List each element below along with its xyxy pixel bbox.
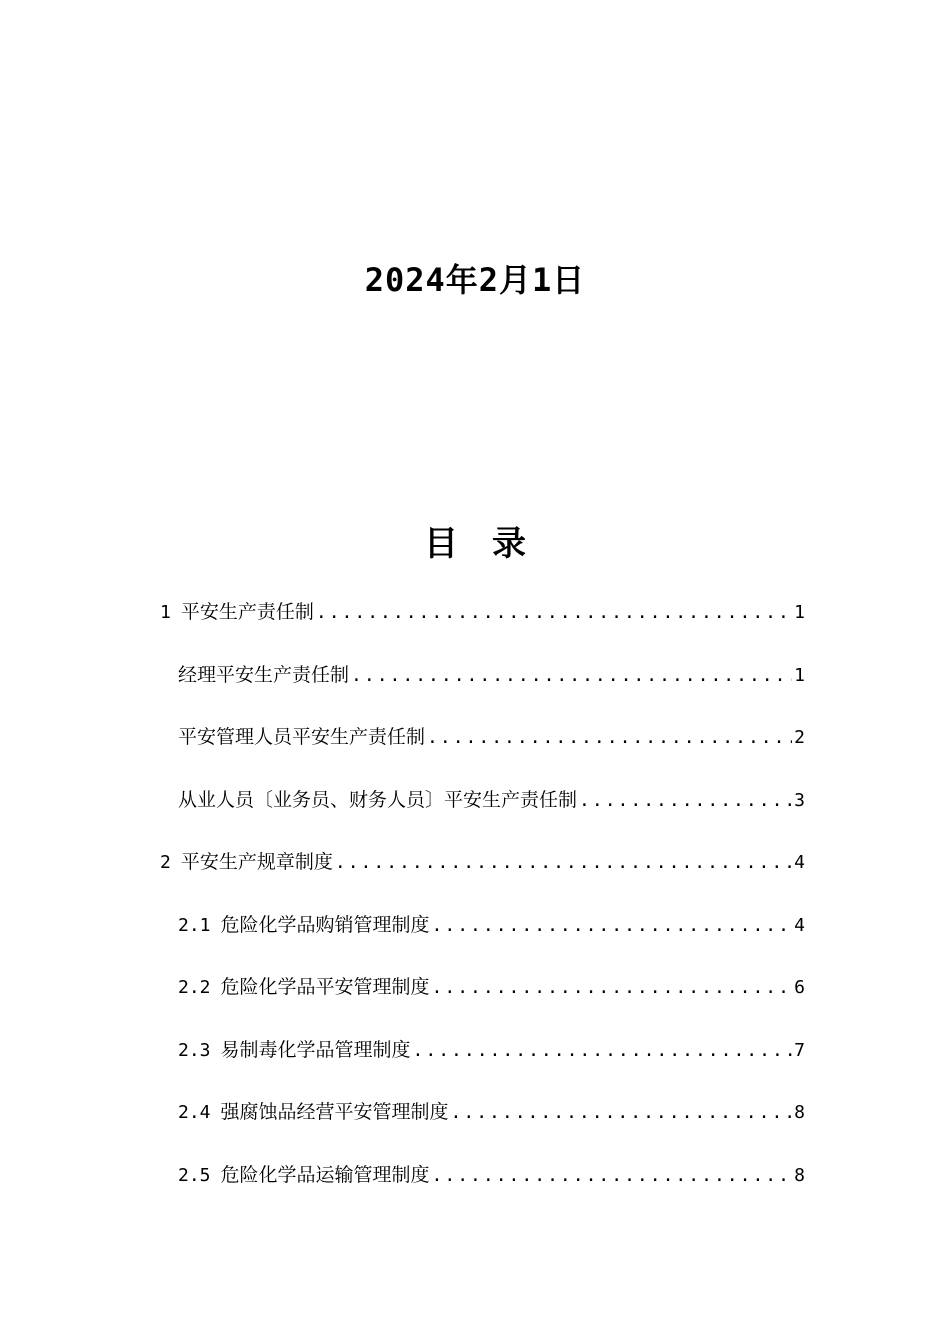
toc-entry-number: 2.3 [178, 1040, 211, 1061]
toc-entry-title: 强腐蚀品经营平安管理制度 [220, 1101, 449, 1123]
toc-entry[interactable] [160, 597, 805, 627]
toc-entry-page: 1 [794, 665, 805, 686]
toc-entry-page: 8 [794, 1165, 805, 1186]
toc-leader-dots [351, 661, 792, 691]
toc-entry[interactable] [178, 722, 805, 752]
toc-entry-number: 2.5 [178, 1165, 211, 1186]
toc-leader-dots [427, 723, 792, 753]
toc-entry-number: 2.2 [178, 977, 211, 998]
toc-leader-dots [579, 786, 792, 816]
toc-entry-page: 4 [794, 852, 805, 873]
toc-entry[interactable] [178, 1160, 805, 1190]
toc-leader-dots [432, 911, 793, 941]
toc-entry[interactable] [178, 1035, 805, 1065]
toc-entry[interactable] [178, 972, 805, 1002]
toc-entry-page: 6 [794, 977, 805, 998]
toc-leader-dots [316, 598, 792, 628]
toc-entry-number: 1 [160, 602, 171, 623]
toc-entry-page: 2 [794, 727, 805, 748]
toc-leader-dots [432, 1161, 793, 1191]
toc-entry[interactable] [160, 847, 805, 877]
toc-entry-title: 平安生产责任制 [180, 601, 314, 623]
toc-heading-char: 录 [492, 524, 526, 564]
toc-entry-page: 4 [794, 915, 805, 936]
toc-entry-title: 危险化学品平安管理制度 [220, 976, 430, 998]
toc-entry-page: 1 [794, 602, 805, 623]
toc-entry-title: 易制毒化学品管理制度 [220, 1039, 411, 1061]
toc-entry-title: 平安管理人员平安生产责任制 [178, 726, 426, 748]
toc-entry-number: 2.4 [178, 1102, 211, 1123]
toc-leader-dots [432, 973, 793, 1003]
toc-entry-title: 经理平安生产责任制 [178, 664, 350, 686]
toc-leader-dots [335, 848, 792, 878]
toc-entry[interactable] [178, 1097, 805, 1127]
toc-entry-title: 危险化学品运输管理制度 [220, 1164, 430, 1186]
toc-entry-page: 7 [794, 1040, 805, 1061]
toc-heading-char: 目 [424, 524, 458, 564]
toc-entry-number: 2.1 [178, 915, 211, 936]
toc-entry[interactable] [178, 660, 805, 690]
toc-entry-title: 平安生产规章制度 [180, 851, 333, 873]
toc-entry-page: 8 [794, 1102, 805, 1123]
toc-entry-number: 2 [160, 852, 171, 873]
document-date: 2024年2月1日 [364, 261, 586, 299]
toc-entry-page: 3 [794, 790, 805, 811]
toc-leader-dots [451, 1098, 793, 1128]
toc-entry-title: 从业人员〔业务员、财务人员〕平安生产责任制 [178, 789, 578, 811]
toc-entry[interactable] [178, 910, 805, 940]
toc-entry-title: 危险化学品购销管理制度 [220, 914, 430, 936]
toc-entry[interactable] [178, 785, 805, 815]
toc-leader-dots [413, 1036, 793, 1066]
